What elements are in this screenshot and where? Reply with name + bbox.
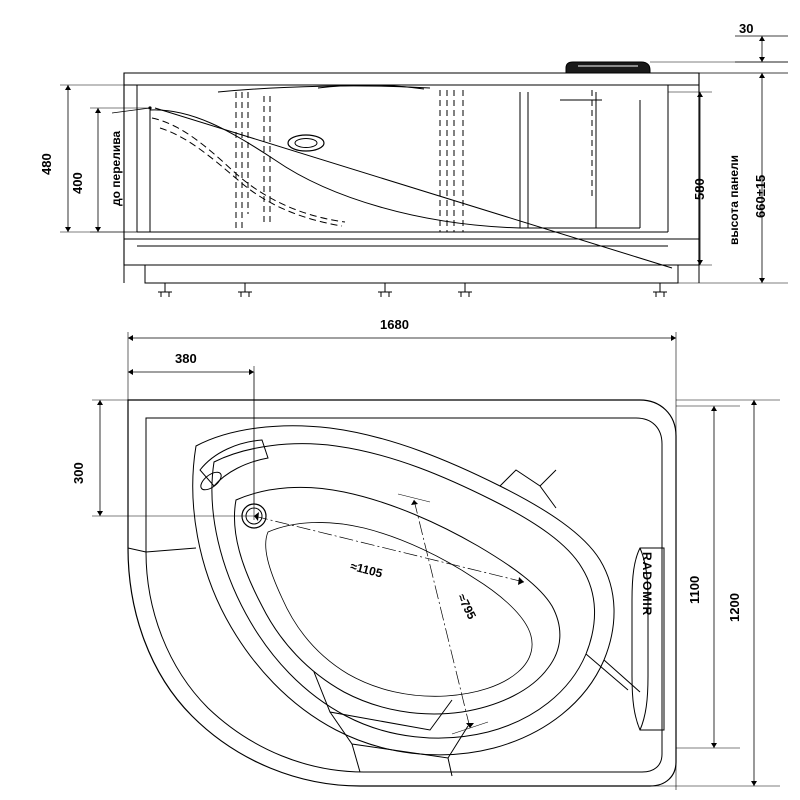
annotation-do-pereliva: до перелива <box>109 130 123 206</box>
brand-label: RADOMIR <box>640 552 654 617</box>
dimension-label-1680: 1680 <box>380 317 409 332</box>
dimension-label-30: 30 <box>739 21 754 36</box>
dimension-label-795: ≈795 <box>454 591 479 622</box>
annotation-vysota-paneli: высота панели <box>727 154 741 245</box>
dimension-label-1200: 1200 <box>727 593 742 622</box>
elevation-view <box>60 36 788 297</box>
dimension-label-1100: 1100 <box>687 575 702 604</box>
plan-view <box>92 332 780 790</box>
dimension-label-380: 380 <box>175 351 197 366</box>
dimension-label-660: 660±15 <box>753 174 768 218</box>
dimension-label-1105: ≈1105 <box>348 559 384 581</box>
dimension-label-580: 580 <box>692 178 707 200</box>
dimension-label-400: 400 <box>70 172 85 194</box>
dimension-label-300: 300 <box>71 462 86 484</box>
dimension-label-480: 480 <box>39 153 54 175</box>
